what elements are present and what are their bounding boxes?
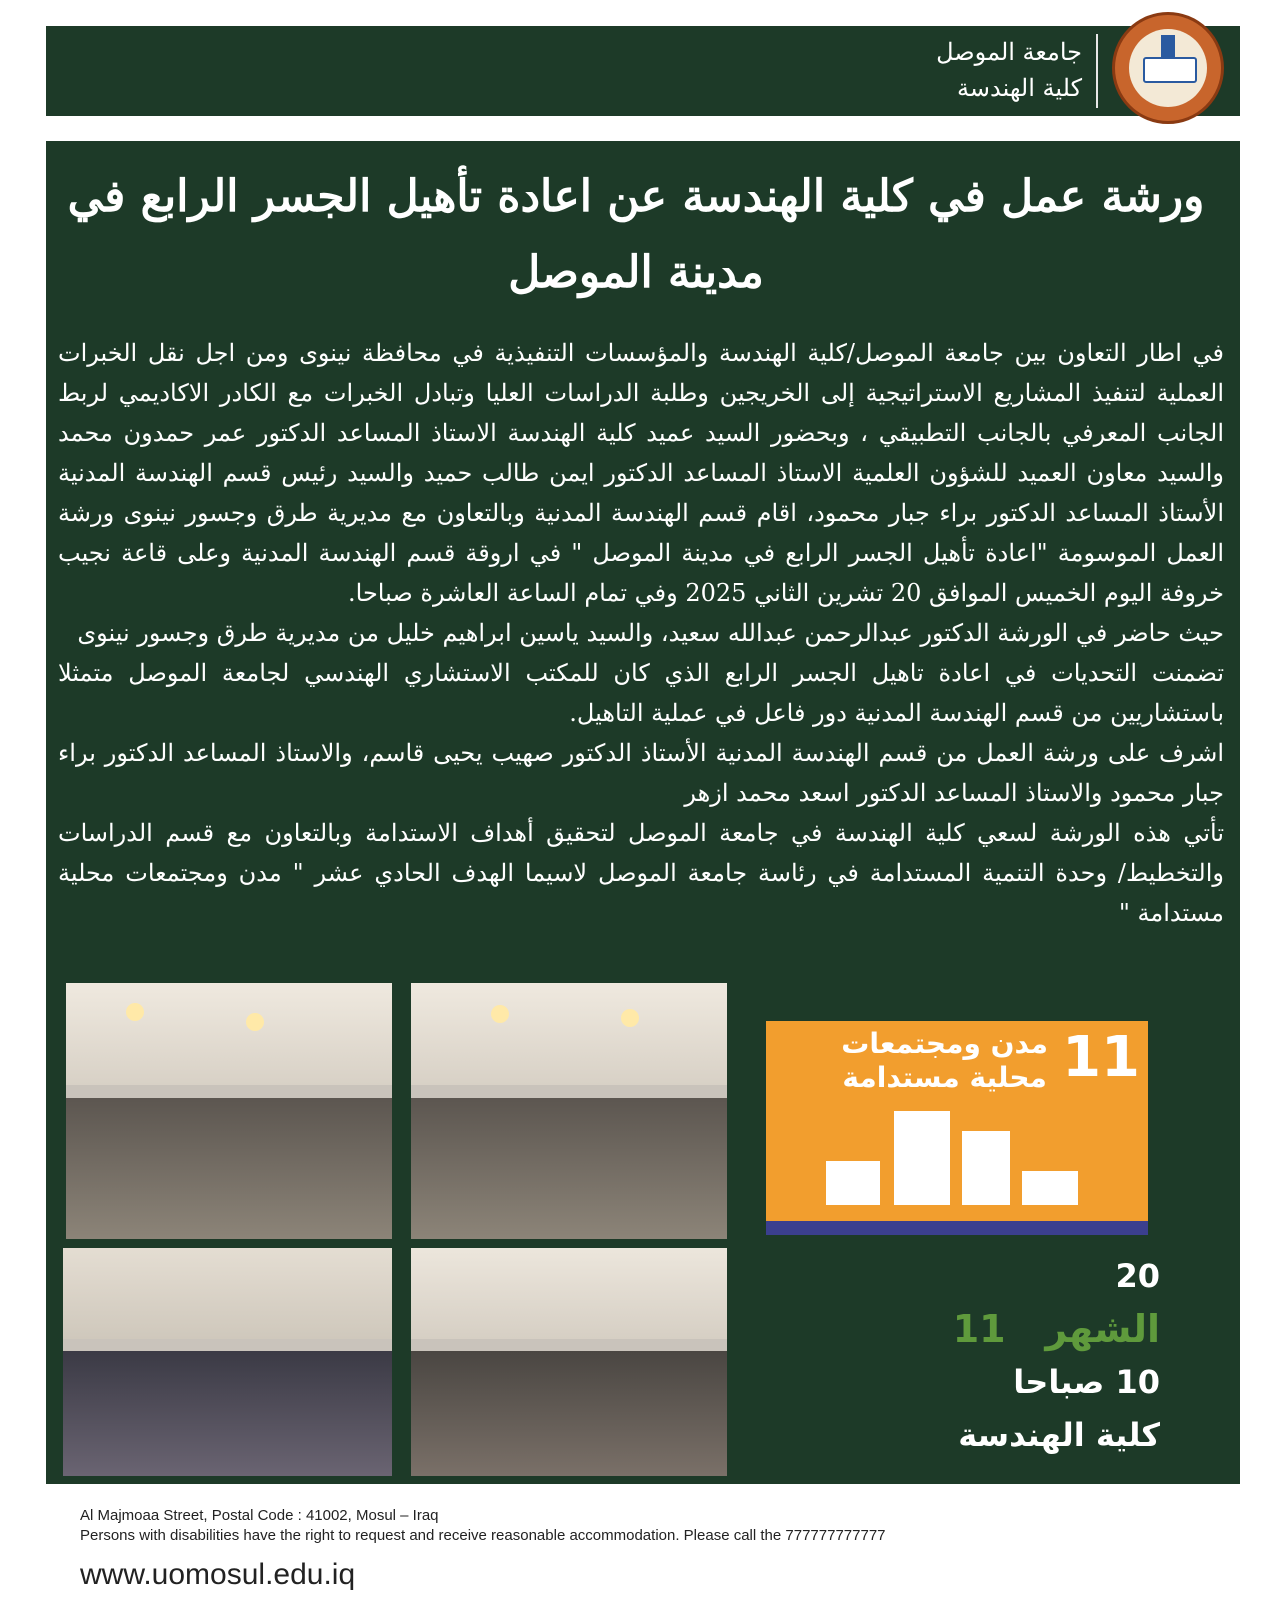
college-name: كلية الهندسة [957,74,1082,102]
workshop-photo-2 [411,983,727,1239]
event-day: 20 [1115,1257,1160,1295]
month-value: 11 [952,1307,1006,1351]
paragraph: تضمنت التحديات في اعادة تاهيل الجسر الرابع الذي كان للمكتب الاستشاري الهندسي لجامعة الموصل متمثلا باستشاريين من قسم الهندسة المدنية دور فاعل في عملية التاهيل. [58,659,1225,727]
sdg-footer-strip [766,1221,1148,1235]
workshop-photo-1 [66,983,392,1239]
university-name: جامعة الموصل [936,38,1082,66]
event-info [953,1250,1160,1462]
article-body [58,333,1224,933]
sdg-number: 11 [1062,1025,1140,1090]
event-month [953,1303,1160,1356]
article-panel [46,141,1240,1484]
event-time: 10 صباحا [1013,1363,1160,1401]
workshop-photo-3 [63,1248,392,1476]
sdg-title-line-1: مدن ومجتمعات [841,1027,1048,1060]
paragraph: حيث حاضر في الورشة الدكتور عبدالرحمن عبدالله سعيد، والسيد ياسين ابراهيم خليل من مديرية طرق وجسور نينوى [77,619,1224,647]
university-seal-icon [1112,12,1224,124]
header-bar [46,26,1240,116]
page-footer [80,1506,886,1596]
paragraph: تأتي هذه الورشة لسعي كلية الهندسة في جامعة الموصل لتحقيق أهداف الاستدامة وبالتعاون مع قسم الدراسات والتخطيط/ وحدة التنمية المستدامة في رئاسة جامعة الموصل لاسيما الهدف الحادي عشر " مدن ومجتمعات محلية مستدامة " [58,819,1224,927]
article-title [56,159,1216,311]
title-line-1: ورشة عمل في كلية الهندسة عن اعادة تأهيل الجسر الرابع في [67,171,1205,222]
footer-address: Al Majmoaa Street, Postal Code : 41002, Mosul – Iraq [80,1507,439,1524]
footer-website-link[interactable]: www.uomosul.edu.iq [80,1558,356,1591]
workshop-photo-4 [411,1248,727,1476]
title-line-2: مدينة الموصل [508,247,764,298]
institution-name [936,34,1082,106]
sdg-11-badge [766,1021,1148,1235]
sdg-title [841,1027,1048,1095]
paragraph: اشرف على ورشة العمل من قسم الهندسة المدنية الأستاذ الدكتور صهيب يحيى قاسم، والاستاذ المساعد الدكتور براء جبار محمود والاستاذ المساعد الدكتور اسعد محمد ازهر [58,739,1224,807]
sdg-title-line-2: محلية مستدامة [842,1061,1047,1094]
event-place: كلية الهندسة [958,1416,1160,1454]
footer-accessibility: Persons with disabilities have the right to request and receive reasonable accommodation. Please call the 777777777777 [80,1527,886,1544]
paragraph: في اطار التعاون بين جامعة الموصل/كلية الهندسة والمؤسسات التنفيذية في محافظة نينوى ومن اجل نقل الخبرات العملية لتنفيذ المشاريع الاستراتيجية إلى الخريجين وطلبة الدراسات العليا وتبادل الخبرات مع الكادر الاكاديمي لربط الجانب المعرفي بالجانب التطبيقي ، وبحضور السيد عميد كلية الهندسة الاستاذ المساعد الدكتور عمر حمدون محمد والسيد معاون العميد للشؤون العلمية الاستاذ المساعد الدكتور ايمن طالب حميد والسيد رئيس قسم الهندسة المدنية الأستاذ المساعد الدكتور براء جبار محمود، اقام قسم الهندسة المدنية وبالتعاون مع مديرية طرق وجسور نينوى ورشة العمل الموسومة "اعادة تأهيل الجسر الرابع في مدينة الموصل " في اروقة قسم الهندسة المدنية وعلى قاعة نجيب خروفة اليوم الخميس الموافق 20 تشرين الثاني 2025 وفي تمام الساعة العاشرة صباحا. [58,339,1224,607]
header-divider [1096,34,1098,108]
month-label: الشهر [1045,1307,1160,1351]
